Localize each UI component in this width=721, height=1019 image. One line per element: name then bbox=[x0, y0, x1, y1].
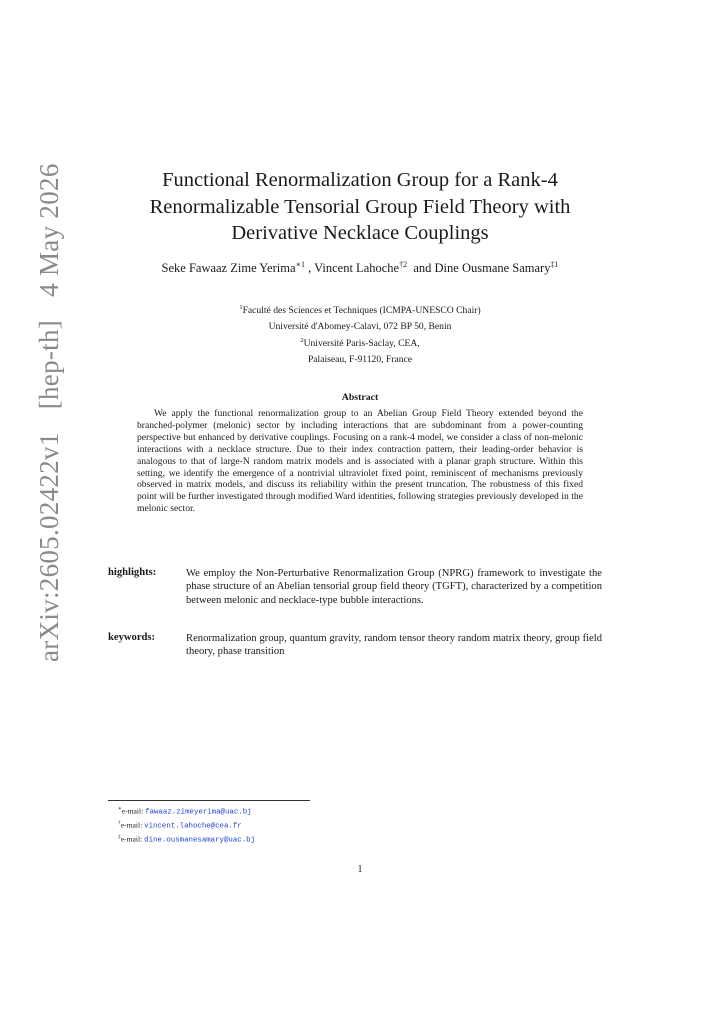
footnote-mark: ‡ bbox=[118, 834, 121, 841]
author-mark: ‡1 bbox=[550, 260, 559, 269]
title-line: Functional Renormalization Group for a Rank-4 bbox=[162, 169, 558, 191]
title-line: Derivative Necklace Couplings bbox=[231, 222, 489, 244]
highlights-label: highlights: bbox=[108, 567, 157, 578]
author-separator: , bbox=[304, 261, 315, 276]
affiliation-mark: 1 bbox=[239, 304, 243, 311]
author-name: Dine Ousmane Samary bbox=[434, 261, 551, 276]
footnote bbox=[118, 832, 255, 846]
footnotes bbox=[118, 804, 255, 846]
affiliation-line bbox=[160, 350, 560, 366]
affiliation-text: Université d'Abomey-Calavi, 072 BP 50, Benin bbox=[268, 321, 452, 333]
footnote-mark: † bbox=[118, 820, 121, 827]
page-number: 1 bbox=[357, 864, 363, 875]
affiliation-line bbox=[160, 334, 560, 350]
author-separator: and bbox=[407, 261, 435, 276]
footnote bbox=[118, 818, 255, 832]
keywords-text: Renormalization group, quantum gravity, random tensor theory random matrix theory, group field theory, phase transition bbox=[186, 633, 602, 658]
affiliation-text: Université Paris-Saclay, CEA, bbox=[303, 337, 420, 349]
affiliation-text: Faculté des Sciences et Techniques (ICMPA-UNESCO Chair) bbox=[242, 305, 481, 317]
author-list bbox=[90, 260, 630, 276]
arxiv-id: arXiv:2605.02422v1 bbox=[34, 432, 64, 662]
email-link[interactable]: fawaaz.zimeyerima@uac.bj bbox=[145, 808, 252, 817]
author-mark: ∗1 bbox=[295, 260, 305, 269]
author-name: Vincent Lahoche bbox=[314, 261, 400, 276]
keywords-label: keywords: bbox=[108, 632, 156, 643]
affiliation-text: Palaiseau, F-91120, France bbox=[307, 354, 413, 366]
affiliation-mark: 2 bbox=[300, 336, 304, 344]
paper-title bbox=[110, 167, 610, 247]
title-line: Renormalizable Tensorial Group Field Theory with bbox=[149, 195, 571, 218]
footnote-rule bbox=[108, 800, 310, 801]
footnote-mark: ∗ bbox=[118, 806, 122, 812]
footnote-label: e-mail: bbox=[120, 834, 145, 844]
arxiv-sidebar-stamp bbox=[34, 163, 65, 662]
abstract-body: We apply the functional renormalization group to an Abelian Group Field Theory extended beyond the branched-polymer (melonic) sector by including interactions that are subdominant from a power-counting perspective but enhanced by derivative couplings. Focusing on a rank-4 model, we consider a class of non-melonic interactions with a necklace structure. Due to their index contraction pattern, their leading-order behavior is analogous to that of large-N random matrix models and is associated with a planar graph structure. Within this setting, we identify the emergence of a nontrivial ultraviolet fixed point, reminiscent of mechanisms previously observed in matrix models, and discuss its reliability within the present truncation. The robustness of this fixed point will be further investigated through modified Ward identities, following strategies previously developed in the melonic sector. bbox=[137, 408, 583, 515]
affiliation-line bbox=[160, 317, 560, 333]
abstract-heading: Abstract bbox=[341, 392, 379, 403]
footnote-label: e-mail: bbox=[121, 806, 146, 816]
affiliation-line bbox=[160, 301, 560, 317]
affiliations bbox=[160, 301, 560, 367]
arxiv-date: 4 May 2026 bbox=[34, 163, 64, 297]
highlights-text: We employ the Non-Perturbative Renormalization Group (NPRG) framework to investigate the phase structure of an Abelian tensorial group field theory (TGFT), characterized by a competition between melonic and necklace-type bubble interactions. bbox=[186, 568, 602, 606]
arxiv-category: [hep-th] bbox=[34, 319, 64, 410]
author-mark: †2 bbox=[399, 260, 408, 269]
email-link[interactable]: dine.ousmanesamary@uac.bj bbox=[144, 836, 256, 845]
author-name: Seke Fawaaz Zime Yerima bbox=[161, 261, 296, 276]
footnote bbox=[118, 804, 255, 818]
email-link[interactable]: vincent.lahoche@cea.fr bbox=[144, 822, 242, 831]
footnote-label: e-mail: bbox=[120, 820, 145, 830]
